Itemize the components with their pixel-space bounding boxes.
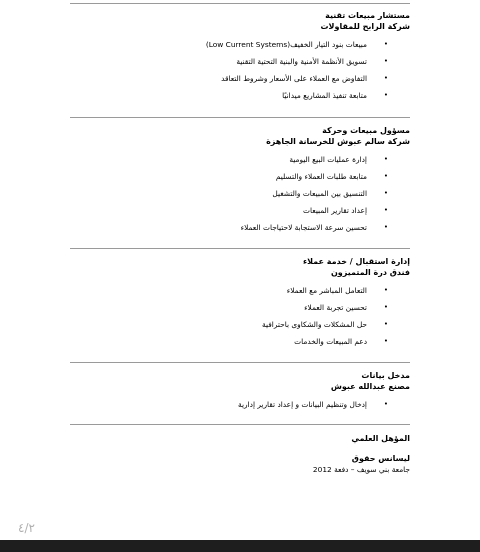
- list-item: • حل المشكلات والشكاوى باحترافية: [70, 316, 410, 333]
- company-name: فندق درة المتميزون: [330, 268, 410, 277]
- list-item: • متابعة تنفيذ المشاريع ميدانيًا: [70, 87, 410, 104]
- job-title: مسؤول مبيعات وحركة: [322, 126, 410, 135]
- list-item: • تحسين سرعة الاستجابة لاحتياجات العملاء: [70, 219, 410, 236]
- list-item: • تحسين تجربة العملاء: [70, 299, 410, 316]
- duties-list: [70, 36, 410, 104]
- job-entry-technical-sales: [70, 10, 410, 104]
- education-degree: ليسانس حقوق: [351, 454, 410, 463]
- list-item: • إعداد تقارير المبيعات: [70, 202, 410, 219]
- job-entry-data-entry: [70, 370, 410, 413]
- company-name: شركة سالم عبوش للخرسانة الجاهزة: [266, 137, 410, 146]
- duties-list: [70, 282, 410, 350]
- list-item: • التفاوض مع العملاء على الأسعار وشروط التعاقد: [70, 70, 410, 87]
- list-item: • التنسيق بين المبيعات والتشغيل: [70, 185, 410, 202]
- job-title: مستشار مبيعات تقنية: [325, 11, 410, 20]
- section-divider: [70, 117, 410, 118]
- page-number: ٤/٢: [18, 521, 35, 535]
- company-name: شركة الرابح للمقاولات: [320, 22, 410, 31]
- education-university: جامعة بني سويف – دفعة 2012: [312, 465, 410, 474]
- duties-list: [70, 151, 410, 236]
- job-title: مدخل بيانات: [361, 371, 410, 380]
- list-item: • مبيعات بنود التيار الخفيف(Low Current Systems): [70, 36, 410, 53]
- education-section: [70, 433, 410, 475]
- list-item: • دعم المبيعات والخدمات: [70, 333, 410, 350]
- job-entry-sales-movement: [70, 125, 410, 236]
- company-name: مصنع عبدالله عبوش: [330, 382, 410, 391]
- list-item: • متابعة طلبات العملاء والتسليم: [70, 168, 410, 185]
- list-item: • تسويق الأنظمة الأمنية والبنية التحتية التقنية: [70, 53, 410, 70]
- list-item: • التعامل المباشر مع العملاء: [70, 282, 410, 299]
- list-item: • إدارة عمليات البيع اليومية: [70, 151, 410, 168]
- job-title: إدارة استقبال / خدمة عملاء: [302, 257, 410, 266]
- job-entry-reception: [70, 256, 410, 350]
- viewer-bottom-bar: [0, 540, 480, 552]
- section-divider: [70, 248, 410, 249]
- section-divider: [70, 424, 410, 425]
- education-heading: المؤهل العلمي: [351, 434, 410, 443]
- duties-list: [70, 396, 410, 413]
- section-divider: [70, 3, 410, 4]
- list-item: • إدخال وتنظيم البيانات و إعداد تقارير إدارية: [70, 396, 410, 413]
- section-divider: [70, 362, 410, 363]
